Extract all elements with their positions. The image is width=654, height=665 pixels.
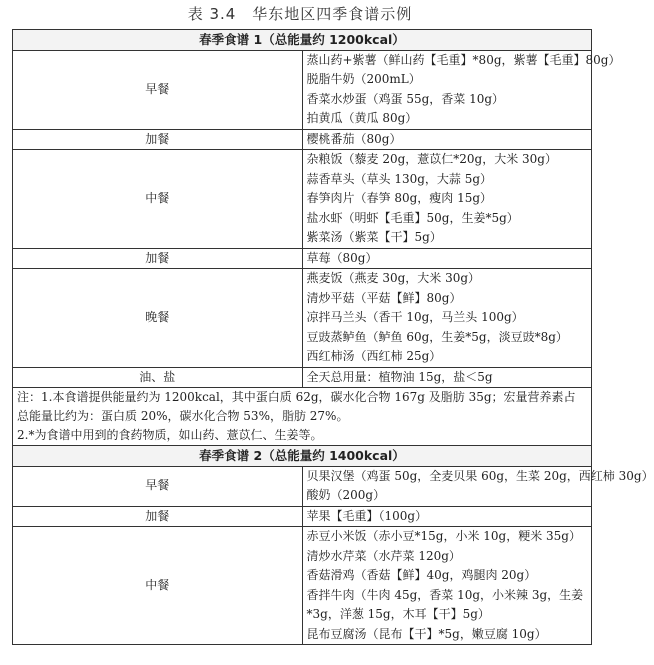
menu1-snack2-row xyxy=(13,248,592,269)
food-line: 春笋肉片（春笋 80g，瘦肉 15g） xyxy=(306,191,493,205)
meal-label: 油、盐 xyxy=(13,367,303,388)
meal-items xyxy=(302,466,654,506)
meal-label: 中餐 xyxy=(13,527,303,645)
food-line: 西红柿汤（西红柿 25g） xyxy=(306,349,442,363)
food-line: 蒜香草头（草头 130g，大蒜 5g） xyxy=(306,171,493,186)
meal-items xyxy=(302,527,592,645)
food-line: 苹果【毛重】（100g） xyxy=(306,508,428,523)
food-line: 杂粮饭（藜麦 20g，薏苡仁*20g，大米 30g） xyxy=(306,152,557,166)
menu1-breakfast-row xyxy=(13,50,592,129)
menu2-lunch-row xyxy=(13,527,592,645)
food-line: 全天总用量：植物油 15g，盐＜5g xyxy=(306,369,493,384)
food-line: 清炒水芹菜（水芹菜 120g） xyxy=(306,548,461,563)
food-line: 昆布豆腐汤（昆布【干】*5g，嫩豆腐 10g） xyxy=(306,626,547,641)
menu2-title: 春季食谱 2（总能量约 1400kcal） xyxy=(13,446,592,467)
menu1-lunch-row xyxy=(13,150,592,249)
food-line: 拍黄瓜（黄瓜 80g） xyxy=(306,111,418,125)
meal-items xyxy=(302,50,621,129)
menu2-breakfast-row xyxy=(13,466,592,506)
menu1-snack1-row xyxy=(13,129,592,150)
meal-label: 加餐 xyxy=(13,506,303,527)
food-line: 清炒平菇（平菇【鲜】80g） xyxy=(306,290,462,305)
meal-items xyxy=(302,269,592,368)
meal-label: 加餐 xyxy=(13,129,303,150)
meal-label: 早餐 xyxy=(13,50,303,129)
meal-items xyxy=(302,150,592,249)
meal-items xyxy=(302,367,592,388)
note-line: 注：1.本食谱提供能量约为 1200kcal，其中蛋白质 62g，碳水化合物 167g 及脂肪 35g；宏量营养素占总能量比约为：蛋白质 20%，碳水化合物 53%，脂肪 27%。 xyxy=(17,390,576,423)
meal-label: 加餐 xyxy=(13,248,303,269)
menu1-notes-row xyxy=(13,388,592,446)
menu-notes xyxy=(13,388,592,446)
food-line: 酸奶（200g） xyxy=(306,488,386,502)
food-line: 盐水虾（明虾【毛重】50g，生姜*5g） xyxy=(306,210,519,225)
food-line: 凉拌马兰头（香干 10g，马兰头 100g） xyxy=(306,310,524,324)
menu1-oil-row xyxy=(13,367,592,388)
food-line: 脱脂牛奶（200mL） xyxy=(306,72,421,86)
food-line: 紫菜汤（紫菜【干】5g） xyxy=(306,230,442,244)
food-line: 蒸山药+紫薯（鲜山药【毛重】*80g，紫薯【毛重】80g） xyxy=(306,52,621,67)
meal-items xyxy=(302,248,592,269)
meal-items xyxy=(302,129,592,150)
meal-label: 中餐 xyxy=(13,150,303,249)
food-line: 赤豆小米饭（赤小豆*15g，小米 10g，粳米 35g） xyxy=(306,529,581,543)
menu1-dinner-row xyxy=(13,269,592,368)
menu1-title-row xyxy=(13,30,592,51)
food-line: 香菜水炒蛋（鸡蛋 55g，香菜 10g） xyxy=(306,91,505,106)
food-line: 香菇滑鸡（香菇【鲜】40g，鸡腿肉 20g） xyxy=(306,568,537,582)
food-line: 贝果汉堡（鸡蛋 50g，全麦贝果 60g，生菜 20g，西红柿 30g） xyxy=(306,468,654,483)
food-line: 草莓（80g） xyxy=(306,250,378,265)
food-line: 燕麦饭（燕麦 30g，大米 30g） xyxy=(306,271,481,285)
food-line: 豆豉蒸鲈鱼（鲈鱼 60g，生姜*5g，淡豆豉*8g） xyxy=(306,329,568,344)
food-line: 香拌牛肉（牛肉 45g，香菜 10g，小米辣 3g，生姜*3g，洋葱 15g，木耳【干】5g） xyxy=(306,587,584,621)
seasonal-menu-table xyxy=(12,29,654,645)
menu2-title-row xyxy=(13,446,592,467)
meal-label: 晚餐 xyxy=(13,269,303,368)
note-line: 2.*为食谱中用到的食药物质，如山药、薏苡仁、生姜等。 xyxy=(17,428,323,442)
meal-label: 早餐 xyxy=(13,466,303,506)
menu1-title: 春季食谱 1（总能量约 1200kcal） xyxy=(13,30,592,51)
meal-items xyxy=(302,506,592,527)
food-line: 樱桃番茄（80g） xyxy=(306,131,402,146)
table-caption: 表 3.4 华东地区四季食谱示例 xyxy=(187,5,413,23)
menu2-snack1-row xyxy=(13,506,592,527)
